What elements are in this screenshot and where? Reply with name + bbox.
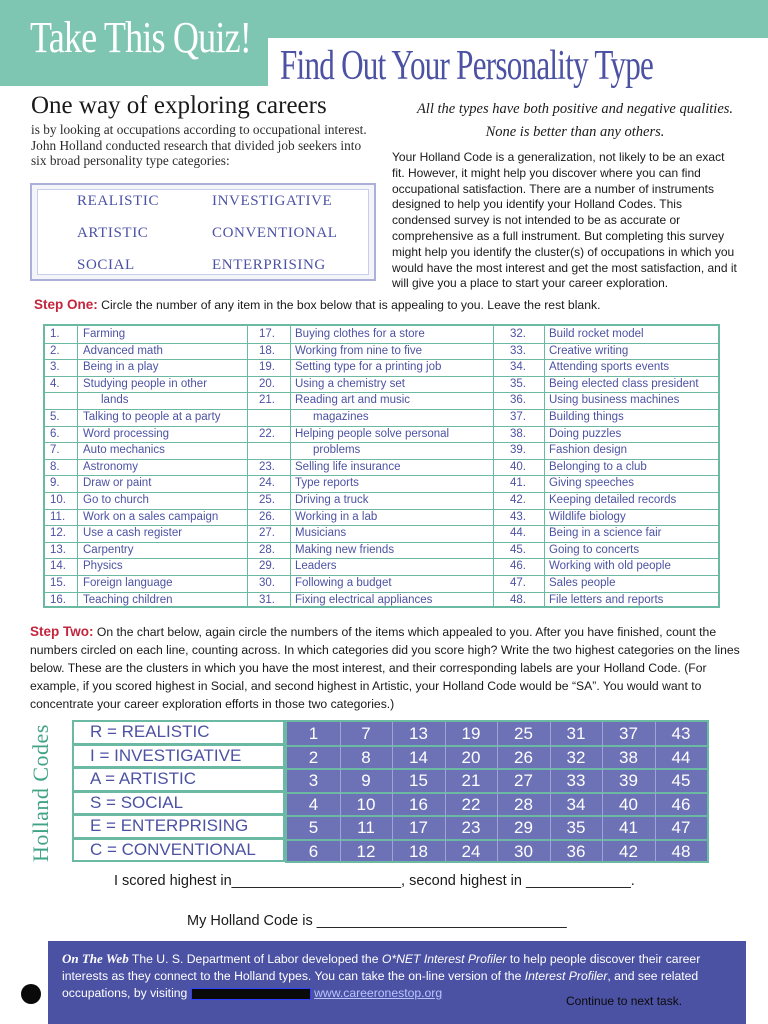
item-number[interactable]: 14.: [50, 560, 66, 573]
item-label: Buying clothes for a store: [295, 328, 425, 340]
holland-number[interactable]: 20: [461, 747, 481, 767]
profiler-name: O*NET Interest Profiler: [381, 952, 507, 966]
holland-number[interactable]: 13: [409, 724, 428, 743]
item-label: Giving speeches: [549, 477, 635, 490]
holland-number[interactable]: 39: [619, 771, 638, 790]
item-label: Leaders: [295, 560, 337, 573]
item-number[interactable]: 45.: [510, 543, 526, 556]
holland-number[interactable]: 43: [671, 724, 691, 743]
item-number[interactable]: 24.: [259, 477, 275, 490]
web-text-1: The U. S. Department of Labor developed the: [131, 952, 382, 966]
holland-number[interactable]: 18: [409, 841, 428, 861]
holland-number[interactable]: 42: [619, 841, 638, 861]
holland-number[interactable]: 34: [566, 794, 586, 814]
table-row: [45, 326, 722, 343]
grid-col-divider: [340, 722, 341, 861]
item-number[interactable]: 7.: [50, 444, 60, 457]
holland-number[interactable]: 21: [461, 771, 481, 790]
item-label: Build rocket model: [549, 328, 644, 340]
holland-number[interactable]: 44: [671, 747, 691, 767]
table-row: [45, 392, 722, 409]
item-label: Following a budget: [295, 577, 392, 589]
item-label: Talking to people at a party: [83, 411, 221, 423]
item-label: Physics: [83, 560, 123, 573]
type-conventional: CONVENTIONAL: [212, 225, 338, 241]
holland-number[interactable]: 40: [619, 794, 638, 814]
item-number[interactable]: 28.: [259, 543, 275, 556]
item-number[interactable]: 1.: [50, 328, 60, 340]
item-number[interactable]: 31.: [259, 593, 275, 606]
item-number[interactable]: 5.: [50, 411, 60, 423]
table-row: [45, 475, 722, 492]
item-number[interactable]: 48.: [510, 593, 526, 606]
bullet-dot: [21, 984, 41, 1004]
type-realistic: REALISTIC: [77, 193, 160, 209]
item-number[interactable]: 4.: [50, 377, 60, 390]
item-number[interactable]: 36.: [510, 394, 526, 407]
page-title: Find Out Your Personality Type: [280, 43, 654, 89]
item-label: Type reports: [295, 477, 359, 490]
step-two-label: Step Two:: [30, 624, 94, 639]
item-number[interactable]: 41.: [510, 477, 526, 490]
item-number[interactable]: 25.: [259, 494, 275, 506]
holland-code-explanation: Your Holland Code is a generalization, not likely to be an exact fit. However, it might help you discover where you can find occupational satisfaction. There are a number of instruments designed to help you identify your Holland Codes. This condensed survey is not intended to be as accurate or comprehensive as a full instrument. But completing this survey might help you identify the cluster(s) of occupations in which you would have the most interest and get the most satisfaction, and it will give you a place to start your career exploration.: [392, 150, 737, 291]
holland-number[interactable]: 9: [361, 771, 371, 790]
holland-number[interactable]: 14: [409, 747, 428, 767]
item-number[interactable]: 3.: [50, 361, 60, 374]
holland-number[interactable]: 7: [361, 724, 371, 743]
item-label: Keeping detailed records: [549, 494, 677, 506]
item-label: Teaching children: [83, 593, 173, 606]
table-row: [45, 592, 722, 609]
item-number[interactable]: 47.: [510, 577, 526, 589]
item-label: Working in a lab: [295, 510, 378, 523]
items-table: [43, 324, 720, 608]
quiz-title: Take This Quiz!: [30, 13, 251, 62]
holland-number[interactable]: 31: [566, 724, 586, 743]
step-one-text: Circle the number of any item in the box below that is appealing to you. Leave the rest blank.: [101, 298, 601, 312]
holland-number[interactable]: 25: [514, 724, 533, 743]
item-label: Go to church: [83, 494, 149, 506]
item-label: Word processing: [83, 427, 170, 440]
holland-number[interactable]: 10: [356, 794, 376, 814]
item-number[interactable]: 29.: [259, 560, 275, 573]
item-label: Auto mechanics: [83, 444, 165, 457]
item-label: Working with old people: [549, 560, 671, 573]
item-label: Making new friends: [295, 543, 395, 556]
table-row: [45, 525, 722, 542]
item-label: Being in a play: [83, 361, 159, 374]
intro-text: is by looking at occupations according to occupational interest. John Holland conducted research that divided job seekers into six broad personality type categories:: [31, 122, 367, 168]
table-row: [45, 359, 722, 376]
item-label: Creative writing: [549, 344, 629, 357]
holland-code-label: C = CONVENTIONAL: [72, 838, 285, 863]
continue-text: Continue to next task.: [566, 994, 683, 1008]
item-number[interactable]: 32.: [510, 328, 526, 340]
holland-number[interactable]: 46: [671, 794, 691, 814]
step-one-label: Step One:: [34, 297, 98, 312]
holland-number[interactable]: 38: [619, 747, 638, 767]
step-two: [30, 623, 742, 713]
item-number[interactable]: 21.: [259, 394, 275, 407]
item-label: Selling life insurance: [295, 460, 401, 473]
item-number[interactable]: 35.: [510, 377, 526, 390]
holland-number[interactable]: 16: [409, 794, 428, 814]
table-row: [45, 459, 722, 476]
item-label: Farming: [83, 328, 126, 340]
item-label: Foreign language: [83, 577, 173, 589]
item-label: Belonging to a club: [549, 460, 647, 473]
item-label: Using a chemistry set: [295, 377, 405, 390]
table-row: [45, 575, 722, 592]
step-two-text: On the chart below, again circle the numbers of the items which appealed to you. After you have finished, count the numbers circled on each line, counting across. In which categories did you score high? Write the two highest categories on the lines below. These are the clusters in which you have the most interest, and their corresponding labels are your Holland Code. (For example, if you scored highest in Social, and second highest in Artistic, your Holland Code would be “SA”. You would want to concentrate your career exploration efforts in those two categories.): [30, 625, 740, 711]
item-label: Working from nine to five: [295, 344, 422, 357]
holland-number[interactable]: 19: [461, 724, 481, 743]
holland-number[interactable]: 3: [308, 771, 319, 790]
table-row: [45, 343, 722, 360]
item-label: Attending sports events: [549, 361, 670, 374]
holland-code-label: R = REALISTIC: [72, 720, 285, 745]
on-the-web-label: On The Web: [62, 951, 129, 966]
holland-number[interactable]: 5: [308, 818, 319, 837]
item-number[interactable]: 26.: [259, 510, 275, 523]
holland-number[interactable]: 4: [308, 794, 319, 814]
item-number[interactable]: 19.: [259, 361, 275, 374]
table-row: [45, 509, 722, 526]
table-row: [45, 376, 722, 393]
item-number[interactable]: 18.: [259, 344, 275, 357]
item-label: Carpentry: [83, 543, 134, 556]
web-text-3: , and see related occupations, by visiting: [62, 969, 699, 1000]
item-number[interactable]: 39.: [510, 444, 526, 457]
item-number[interactable]: 27.: [259, 527, 275, 540]
item-label: Advanced math: [83, 344, 163, 357]
holland-code-label: S = SOCIAL: [72, 791, 285, 816]
item-label: Setting type for a printing job: [295, 361, 442, 374]
holland-number[interactable]: 29: [514, 818, 533, 837]
holland-number[interactable]: 48: [671, 841, 691, 861]
holland-number[interactable]: 41: [619, 818, 638, 837]
table-row: [45, 409, 722, 426]
step-one: [34, 296, 754, 314]
holland-number[interactable]: 12: [356, 841, 376, 861]
item-number[interactable]: 8.: [50, 460, 60, 473]
item-label: Musicians: [295, 527, 347, 540]
holland-number[interactable]: 1: [308, 724, 319, 743]
holland-number[interactable]: 45: [671, 771, 691, 790]
item-number[interactable]: 9.: [50, 477, 60, 490]
item-number[interactable]: 33.: [510, 344, 526, 357]
item-number[interactable]: 37.: [510, 411, 526, 423]
item-label: problems: [313, 444, 361, 457]
profiler-short-name: Interest Profiler: [524, 969, 608, 983]
item-number[interactable]: 38.: [510, 427, 526, 440]
item-label: Studying people in other: [83, 377, 208, 390]
item-label: Astronomy: [83, 460, 138, 473]
item-label: Going to concerts: [549, 543, 640, 556]
item-number[interactable]: 34.: [510, 361, 526, 374]
holland-number[interactable]: 33: [566, 771, 586, 790]
item-label: Wildlife biology: [549, 510, 626, 523]
personality-types-box: [30, 183, 376, 281]
grid-col-divider: [392, 722, 393, 861]
qualities-line-2: None is better than any others.: [485, 124, 665, 140]
item-number[interactable]: 40.: [510, 460, 526, 473]
item-number[interactable]: 20.: [259, 377, 275, 390]
table-row: [45, 558, 722, 575]
item-number[interactable]: 15.: [50, 577, 66, 589]
holland-number[interactable]: 22: [461, 794, 481, 814]
holland-number[interactable]: 36: [566, 841, 586, 861]
item-label: Being in a science fair: [549, 527, 662, 540]
table-row: [45, 426, 722, 443]
holland-code-label: I = INVESTIGATIVE: [72, 744, 285, 769]
item-number[interactable]: 30.: [259, 577, 275, 589]
item-label: Using business machines: [549, 394, 680, 407]
item-label: lands: [101, 394, 129, 407]
holland-number[interactable]: 32: [566, 747, 586, 767]
redacted-link: [191, 988, 311, 1000]
holland-number[interactable]: 28: [514, 794, 533, 814]
item-number[interactable]: 13.: [50, 543, 66, 556]
scored-highest-line: I scored highest in_____________________, second highest in _____________.: [114, 873, 635, 889]
intro-heading: One way of exploring careers: [31, 92, 327, 119]
qualities-line-1: All the types have both positive and negative qualities.: [416, 101, 734, 117]
item-number[interactable]: 17.: [259, 328, 275, 340]
holland-number[interactable]: 37: [619, 724, 638, 743]
holland-code-label: A = ARTISTIC: [72, 767, 285, 792]
grid-col-divider: [550, 722, 551, 861]
table-row: [45, 442, 722, 459]
holland-number[interactable]: 6: [308, 841, 319, 861]
holland-codes-label: Holland Codes: [28, 724, 53, 862]
grid-col-divider: [497, 722, 498, 861]
item-number[interactable]: 2.: [50, 344, 60, 357]
item-number[interactable]: 10.: [50, 494, 66, 506]
item-label: Building things: [549, 411, 624, 423]
item-number[interactable]: 12.: [50, 527, 66, 540]
grid-col-divider: [445, 722, 446, 861]
item-label: Use a cash register: [83, 527, 183, 540]
item-label: File letters and reports: [549, 593, 664, 606]
item-label: Doing puzzles: [549, 427, 622, 440]
holland-number[interactable]: 47: [671, 818, 691, 837]
item-label: Fashion design: [549, 444, 627, 457]
holland-number[interactable]: 35: [566, 818, 586, 837]
grid-col-divider: [655, 722, 656, 861]
item-number[interactable]: 46.: [510, 560, 526, 573]
type-investigative: INVESTIGATIVE: [212, 193, 333, 209]
item-label: Sales people: [549, 577, 616, 589]
holland-number[interactable]: 8: [361, 747, 371, 767]
item-number[interactable]: 11.: [50, 510, 66, 523]
item-number[interactable]: 44.: [510, 527, 526, 540]
item-number[interactable]: 23.: [259, 460, 275, 473]
item-label: Reading art and music: [295, 394, 411, 407]
item-label: Work on a sales campaign: [83, 510, 219, 523]
item-label: Fixing electrical appliances: [295, 593, 433, 606]
type-enterprising: ENTERPRISING: [212, 257, 326, 273]
holland-number[interactable]: 24: [461, 841, 481, 861]
grid-col-divider: [602, 722, 603, 861]
item-number[interactable]: 43.: [510, 510, 526, 523]
item-label: Driving a truck: [295, 494, 369, 506]
item-label: Being elected class president: [549, 377, 699, 390]
web-text-2: to help people discover their career interests as they connect to the Holland types. You can take the on-line version of the: [62, 952, 701, 983]
type-social: SOCIAL: [77, 257, 135, 273]
item-number[interactable]: 16.: [50, 593, 66, 606]
holland-number[interactable]: 30: [514, 841, 533, 861]
item-label: magazines: [313, 411, 369, 423]
holland-number[interactable]: 27: [514, 771, 533, 790]
type-artistic: ARTISTIC: [77, 225, 149, 241]
table-row: [45, 542, 722, 559]
item-label: Helping people solve personal: [295, 427, 450, 440]
item-label: Draw or paint: [83, 477, 152, 490]
holland-number[interactable]: 23: [461, 818, 481, 837]
item-number[interactable]: 42.: [510, 494, 526, 506]
holland-code-label: E = ENTERPRISING: [72, 814, 285, 839]
holland-number[interactable]: 11: [357, 818, 375, 837]
table-row: [45, 492, 722, 509]
item-number[interactable]: 6.: [50, 427, 60, 440]
item-number[interactable]: 22.: [259, 427, 275, 440]
qualities-note: [382, 98, 768, 144]
careeronestop-link[interactable]: www.careeronestop.org: [314, 986, 443, 1000]
holland-number[interactable]: 15: [409, 771, 428, 790]
on-the-web-box: [48, 941, 746, 1024]
holland-number[interactable]: 26: [514, 747, 533, 767]
holland-number[interactable]: 17: [409, 818, 428, 837]
holland-number[interactable]: 2: [308, 747, 319, 767]
holland-code-line: My Holland Code is _______________________________: [187, 913, 567, 929]
holland-number-grid: [285, 720, 709, 863]
